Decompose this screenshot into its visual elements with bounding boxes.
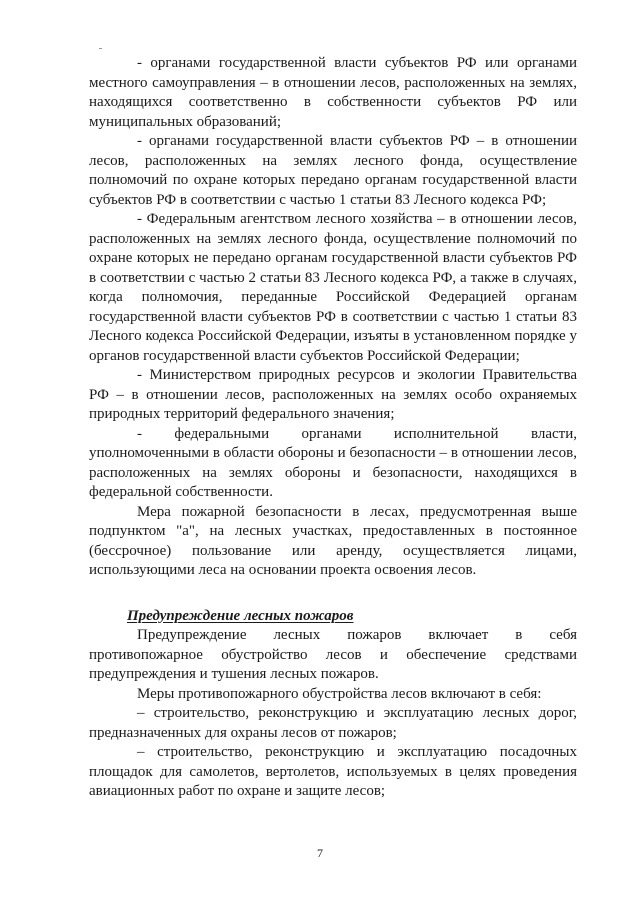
paragraph-prevention-intro: Предупреждение лесных пожаров включает в себя противопожарное обустройство лесов и обеспечение средствами предупреждения и тушения лесных пожаров. — [89, 627, 577, 682]
paragraph-regional-forest-fund: - органами государственной власти субъектов РФ – в отношении лесов, расположенных на землях лесного фонда, осуществление полномочий по охране которых передано органам государственной власти субъектов РФ в соответствии с частью 1 статьи 83 Лесного кодекса РФ; — [89, 133, 577, 208]
paragraph-fire-safety-measure: Мера пожарной безопасности в лесах, предусмотренная выше подпунктом "а", на лесных участках, предоставленных в постоянное (бессрочное) пользование или аренду, осуществляется лицами, использующими леса на основании проекта освоения лесов. — [89, 503, 577, 578]
section-heading: Предупреждение лесных пожаров — [127, 607, 354, 624]
scan-speck — [99, 48, 102, 49]
document-body — [89, 54, 577, 802]
paragraph-ministry: - Министерством природных ресурсов и экологии Правительства РФ – в отношении лесов, расположенных на землях особо охраняемых природных территорий федерального значения; — [89, 367, 577, 422]
paragraph-federal-executive: - федеральными органами исполнительной власти, уполномоченными в области обороны и безопасности – в отношении лесов, расположенных на землях обороны и безопасности, находящихся в федеральной собственности. — [89, 425, 577, 500]
paragraph-measures-intro: Меры противопожарного обустройства лесов включают в себя: — [137, 685, 542, 702]
paragraph-landing-sites: – строительство, реконструкцию и эксплуатацию посадочных площадок для самолетов, вертолетов, используемых в целях проведения авиационных работ по охране и защите лесов; — [89, 744, 577, 799]
page-number: 7 — [317, 846, 323, 860]
paragraph-forest-roads: – строительство, реконструкцию и эксплуатацию лесных дорог, предназначенных для охраны лесов от пожаров; — [89, 705, 577, 741]
paragraph-regional-authorities: - органами государственной власти субъектов РФ или органами местного самоуправления – в отношении лесов, расположенных на землях, находящихся соответственно в собственности субъектов РФ или муниципальных образований; — [89, 55, 577, 130]
paragraph-federal-agency: - Федеральным агентством лесного хозяйства – в отношении лесов, расположенных на землях лесного фонда, осуществление полномочий по охране которых не передано органам государственной власти субъектов РФ в соответствии с частью 2 статьи 83 Лесного кодекса РФ, а также в случаях, когда полномочия, переданные Российской Федерацией органам государственной власти субъектов РФ в соответствии с частью 1 статьи 83 Лесного кодекса Российской Федерации, изъяты в установленном порядке у органов государственной власти субъектов Российской Федерации; — [89, 211, 577, 364]
